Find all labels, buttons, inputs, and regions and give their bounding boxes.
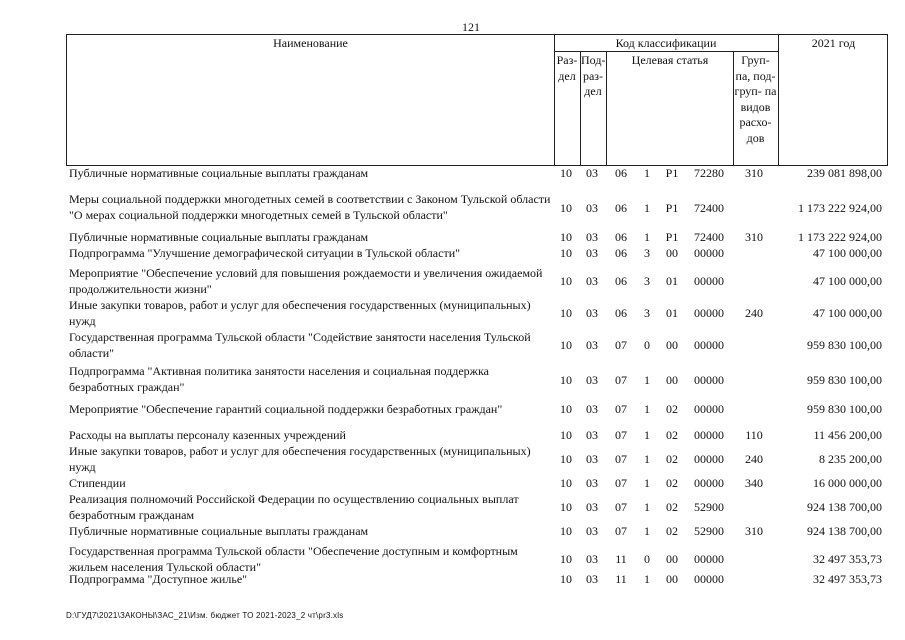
- row-code-pr: 03: [586, 524, 598, 538]
- row-code-c2: 1: [644, 524, 650, 538]
- row-code-pr: 03: [586, 572, 598, 586]
- row-code-pr: 03: [586, 500, 598, 514]
- table-row: [66, 192, 888, 226]
- row-code-c4: 00000: [694, 552, 724, 566]
- row-amount: 1 173 222 924,00: [798, 230, 882, 244]
- row-code-c3: 00: [666, 373, 678, 387]
- row-amount: 8 235 200,00: [819, 452, 882, 466]
- row-code-pr: 03: [586, 552, 598, 566]
- row-code-r: 10: [560, 166, 572, 180]
- row-code-c1: 07: [615, 452, 627, 466]
- row-amount: 47 100 000,00: [813, 274, 882, 288]
- row-code-c3: 02: [666, 500, 678, 514]
- row-code-c3: 01: [666, 306, 678, 320]
- table-header: [66, 34, 888, 166]
- row-code-c1: 06: [615, 246, 627, 260]
- row-code-r: 10: [560, 246, 572, 260]
- table-row: [66, 266, 888, 298]
- row-name: Реализация полномочий Российской Федерации по осуществлению социальных выплат безработным гражданам: [69, 492, 519, 522]
- row-amount: 32 497 353,73: [813, 552, 882, 566]
- row-code-vr: 310: [745, 166, 763, 180]
- row-code-c4: 00000: [694, 452, 724, 466]
- header-section: Раз- дел: [556, 53, 578, 83]
- table-row: [66, 364, 888, 398]
- table-row: [66, 428, 888, 444]
- table-row: [66, 572, 888, 588]
- row-code-c4: 72280: [694, 166, 724, 180]
- row-code-c4: 00000: [694, 476, 724, 490]
- row-code-r: 10: [560, 476, 572, 490]
- row-code-vr: 110: [745, 428, 763, 442]
- header-divider: [778, 35, 779, 165]
- row-code-c2: 1: [644, 500, 650, 514]
- row-name: Меры социальной поддержки многодетных семей в соответствии с Законом Тульской области "О мерах социальной поддержки многодетных семей в Тульской области": [69, 192, 551, 222]
- row-code-c1: 06: [615, 306, 627, 320]
- row-code-pr: 03: [586, 274, 598, 288]
- row-amount: 239 081 898,00: [807, 166, 882, 180]
- row-code-c1: 11: [615, 572, 627, 586]
- row-code-c2: 1: [644, 373, 650, 387]
- row-name: Публичные нормативные социальные выплаты гражданам: [69, 166, 369, 180]
- row-name: Иные закупки товаров, работ и услуг для обеспечения государственных (муниципальных) нужд: [69, 444, 531, 474]
- row-amount: 959 830 100,00: [807, 373, 882, 387]
- row-code-c2: 3: [644, 246, 650, 260]
- row-code-vr: 340: [745, 476, 763, 490]
- table-row: [66, 476, 888, 492]
- row-code-c3: P1: [665, 166, 679, 180]
- row-code-c1: 11: [615, 552, 627, 566]
- row-name: Подпрограмма "Активная политика занятости населения и социальная поддержка безработных граждан": [69, 364, 489, 394]
- row-code-pr: 03: [586, 402, 598, 416]
- row-code-c4: 00000: [694, 338, 724, 352]
- row-code-r: 10: [560, 524, 572, 538]
- row-code-c3: 01: [666, 274, 678, 288]
- row-code-c3: P1: [665, 201, 679, 215]
- header-classification: Код классификации: [615, 36, 717, 50]
- footer-file-path: D:\ГУД7\2021\ЗАКОНЫ\ЗАС_21\Изм. бюджет ТО 2021-2023_2 чт\pr3.xls: [66, 611, 344, 620]
- row-amount: 959 830 100,00: [807, 338, 882, 352]
- row-code-pr: 03: [586, 246, 598, 260]
- row-name: Подпрограмма "Доступное жилье": [69, 572, 248, 586]
- row-code-pr: 03: [586, 306, 598, 320]
- row-code-c2: 1: [644, 230, 650, 244]
- table-row: [66, 524, 888, 540]
- row-code-r: 10: [560, 500, 572, 514]
- row-name: Публичные нормативные социальные выплаты гражданам: [69, 230, 369, 244]
- row-code-c1: 07: [615, 402, 627, 416]
- row-name: Публичные нормативные социальные выплаты гражданам: [69, 524, 369, 538]
- row-name: Расходы на выплаты персоналу казенных учреждений: [69, 428, 346, 442]
- table-row: [66, 444, 888, 476]
- row-code-c3: 02: [666, 452, 678, 466]
- row-code-c3: P1: [665, 230, 679, 244]
- row-code-c3: 02: [666, 402, 678, 416]
- row-name: Стипендии: [69, 476, 126, 490]
- header-year: 2021 год: [811, 36, 856, 50]
- row-code-pr: 03: [586, 166, 598, 180]
- header-expense-group: Груп- па, под- груп- па видов расхо- дов: [734, 53, 777, 145]
- row-code-pr: 03: [586, 476, 598, 490]
- row-code-c2: 1: [644, 476, 650, 490]
- header-name: Наименование: [273, 36, 348, 50]
- row-code-c3: 02: [666, 476, 678, 490]
- row-code-c4: 52900: [694, 524, 724, 538]
- row-code-c1: 06: [615, 230, 627, 244]
- row-amount: 1 173 222 924,00: [798, 201, 882, 215]
- row-code-c2: 1: [644, 572, 650, 586]
- row-code-c1: 07: [615, 500, 627, 514]
- header-subsection: Под- раз- дел: [581, 53, 606, 98]
- row-code-r: 10: [560, 428, 572, 442]
- row-code-c1: 07: [615, 524, 627, 538]
- row-code-r: 10: [560, 452, 572, 466]
- page-number: 121: [462, 20, 480, 34]
- row-code-c3: 02: [666, 524, 678, 538]
- row-code-c1: 06: [615, 166, 627, 180]
- row-name: Подпрограмма "Улучшение демографической ситуации в Тульской области": [69, 246, 461, 260]
- row-name: Государственная программа Тульской области "Обеспечение доступным и комфортным жильем населения Тульской области": [69, 544, 518, 574]
- row-code-c3: 00: [666, 572, 678, 586]
- row-code-c4: 72400: [694, 230, 724, 244]
- row-code-c4: 00000: [694, 402, 724, 416]
- row-amount: 47 100 000,00: [813, 246, 882, 260]
- row-code-c4: 00000: [694, 572, 724, 586]
- row-code-vr: 240: [745, 306, 763, 320]
- row-amount: 32 497 353,73: [813, 572, 882, 586]
- row-code-pr: 03: [586, 338, 598, 352]
- row-name: Государственная программа Тульской области "Содействие занятости населения Тульской области": [69, 330, 531, 360]
- table-row: [66, 230, 888, 246]
- row-code-c1: 07: [615, 428, 627, 442]
- row-amount: 959 830 100,00: [807, 402, 882, 416]
- row-amount: 11 456 200,00: [813, 428, 882, 442]
- table-row: [66, 402, 888, 420]
- row-code-r: 10: [560, 373, 572, 387]
- row-code-pr: 03: [586, 373, 598, 387]
- row-name: Иные закупки товаров, работ и услуг для обеспечения государственных (муниципальных) нужд: [69, 298, 531, 328]
- table-row: [66, 298, 888, 330]
- row-code-c1: 07: [615, 476, 627, 490]
- row-code-c3: 02: [666, 428, 678, 442]
- table-row: [66, 330, 888, 362]
- row-code-c4: 72400: [694, 201, 724, 215]
- row-code-pr: 03: [586, 428, 598, 442]
- row-code-vr: 310: [745, 230, 763, 244]
- row-amount: 16 000 000,00: [813, 476, 882, 490]
- row-code-r: 10: [560, 201, 572, 215]
- row-code-pr: 03: [586, 201, 598, 215]
- row-code-r: 10: [560, 402, 572, 416]
- table-row: [66, 166, 888, 182]
- row-code-r: 10: [560, 572, 572, 586]
- row-code-c2: 1: [644, 166, 650, 180]
- row-code-r: 10: [560, 552, 572, 566]
- row-code-c2: 0: [644, 338, 650, 352]
- table-row: [66, 246, 888, 262]
- row-amount: 924 138 700,00: [807, 524, 882, 538]
- row-code-c2: 3: [644, 274, 650, 288]
- row-code-pr: 03: [586, 230, 598, 244]
- row-code-c1: 07: [615, 338, 627, 352]
- row-code-r: 10: [560, 274, 572, 288]
- row-code-c4: 00000: [694, 246, 724, 260]
- row-code-c2: 1: [644, 201, 650, 215]
- row-code-c4: 00000: [694, 274, 724, 288]
- row-code-c2: 1: [644, 402, 650, 416]
- row-code-c4: 00000: [694, 428, 724, 442]
- row-code-c4: 00000: [694, 373, 724, 387]
- row-code-vr: 240: [745, 452, 763, 466]
- row-code-vr: 310: [745, 524, 763, 538]
- row-code-c2: 1: [644, 452, 650, 466]
- row-code-c3: 00: [666, 246, 678, 260]
- row-code-c1: 07: [615, 373, 627, 387]
- row-name: Мероприятие "Обеспечение условий для повышения рождаемости и увеличения ожидаемой продолжительности жизни": [69, 266, 543, 296]
- row-name: Мероприятие "Обеспечение гарантий социальной поддержки безработных граждан": [69, 402, 503, 416]
- row-amount: 47 100 000,00: [813, 306, 882, 320]
- row-code-c3: 00: [666, 552, 678, 566]
- row-code-r: 10: [560, 230, 572, 244]
- row-code-r: 10: [560, 306, 572, 320]
- row-code-r: 10: [560, 338, 572, 352]
- row-amount: 924 138 700,00: [807, 500, 882, 514]
- row-code-c2: 3: [644, 306, 650, 320]
- row-code-pr: 03: [586, 452, 598, 466]
- row-code-c3: 00: [666, 338, 678, 352]
- row-code-c4: 52900: [694, 500, 724, 514]
- header-target-article: Целевая статья: [631, 53, 709, 67]
- table-row: [66, 492, 888, 524]
- row-code-c1: 06: [615, 274, 627, 288]
- row-code-c2: 0: [644, 552, 650, 566]
- row-code-c4: 00000: [694, 306, 724, 320]
- row-code-c2: 1: [644, 428, 650, 442]
- row-code-c1: 06: [615, 201, 627, 215]
